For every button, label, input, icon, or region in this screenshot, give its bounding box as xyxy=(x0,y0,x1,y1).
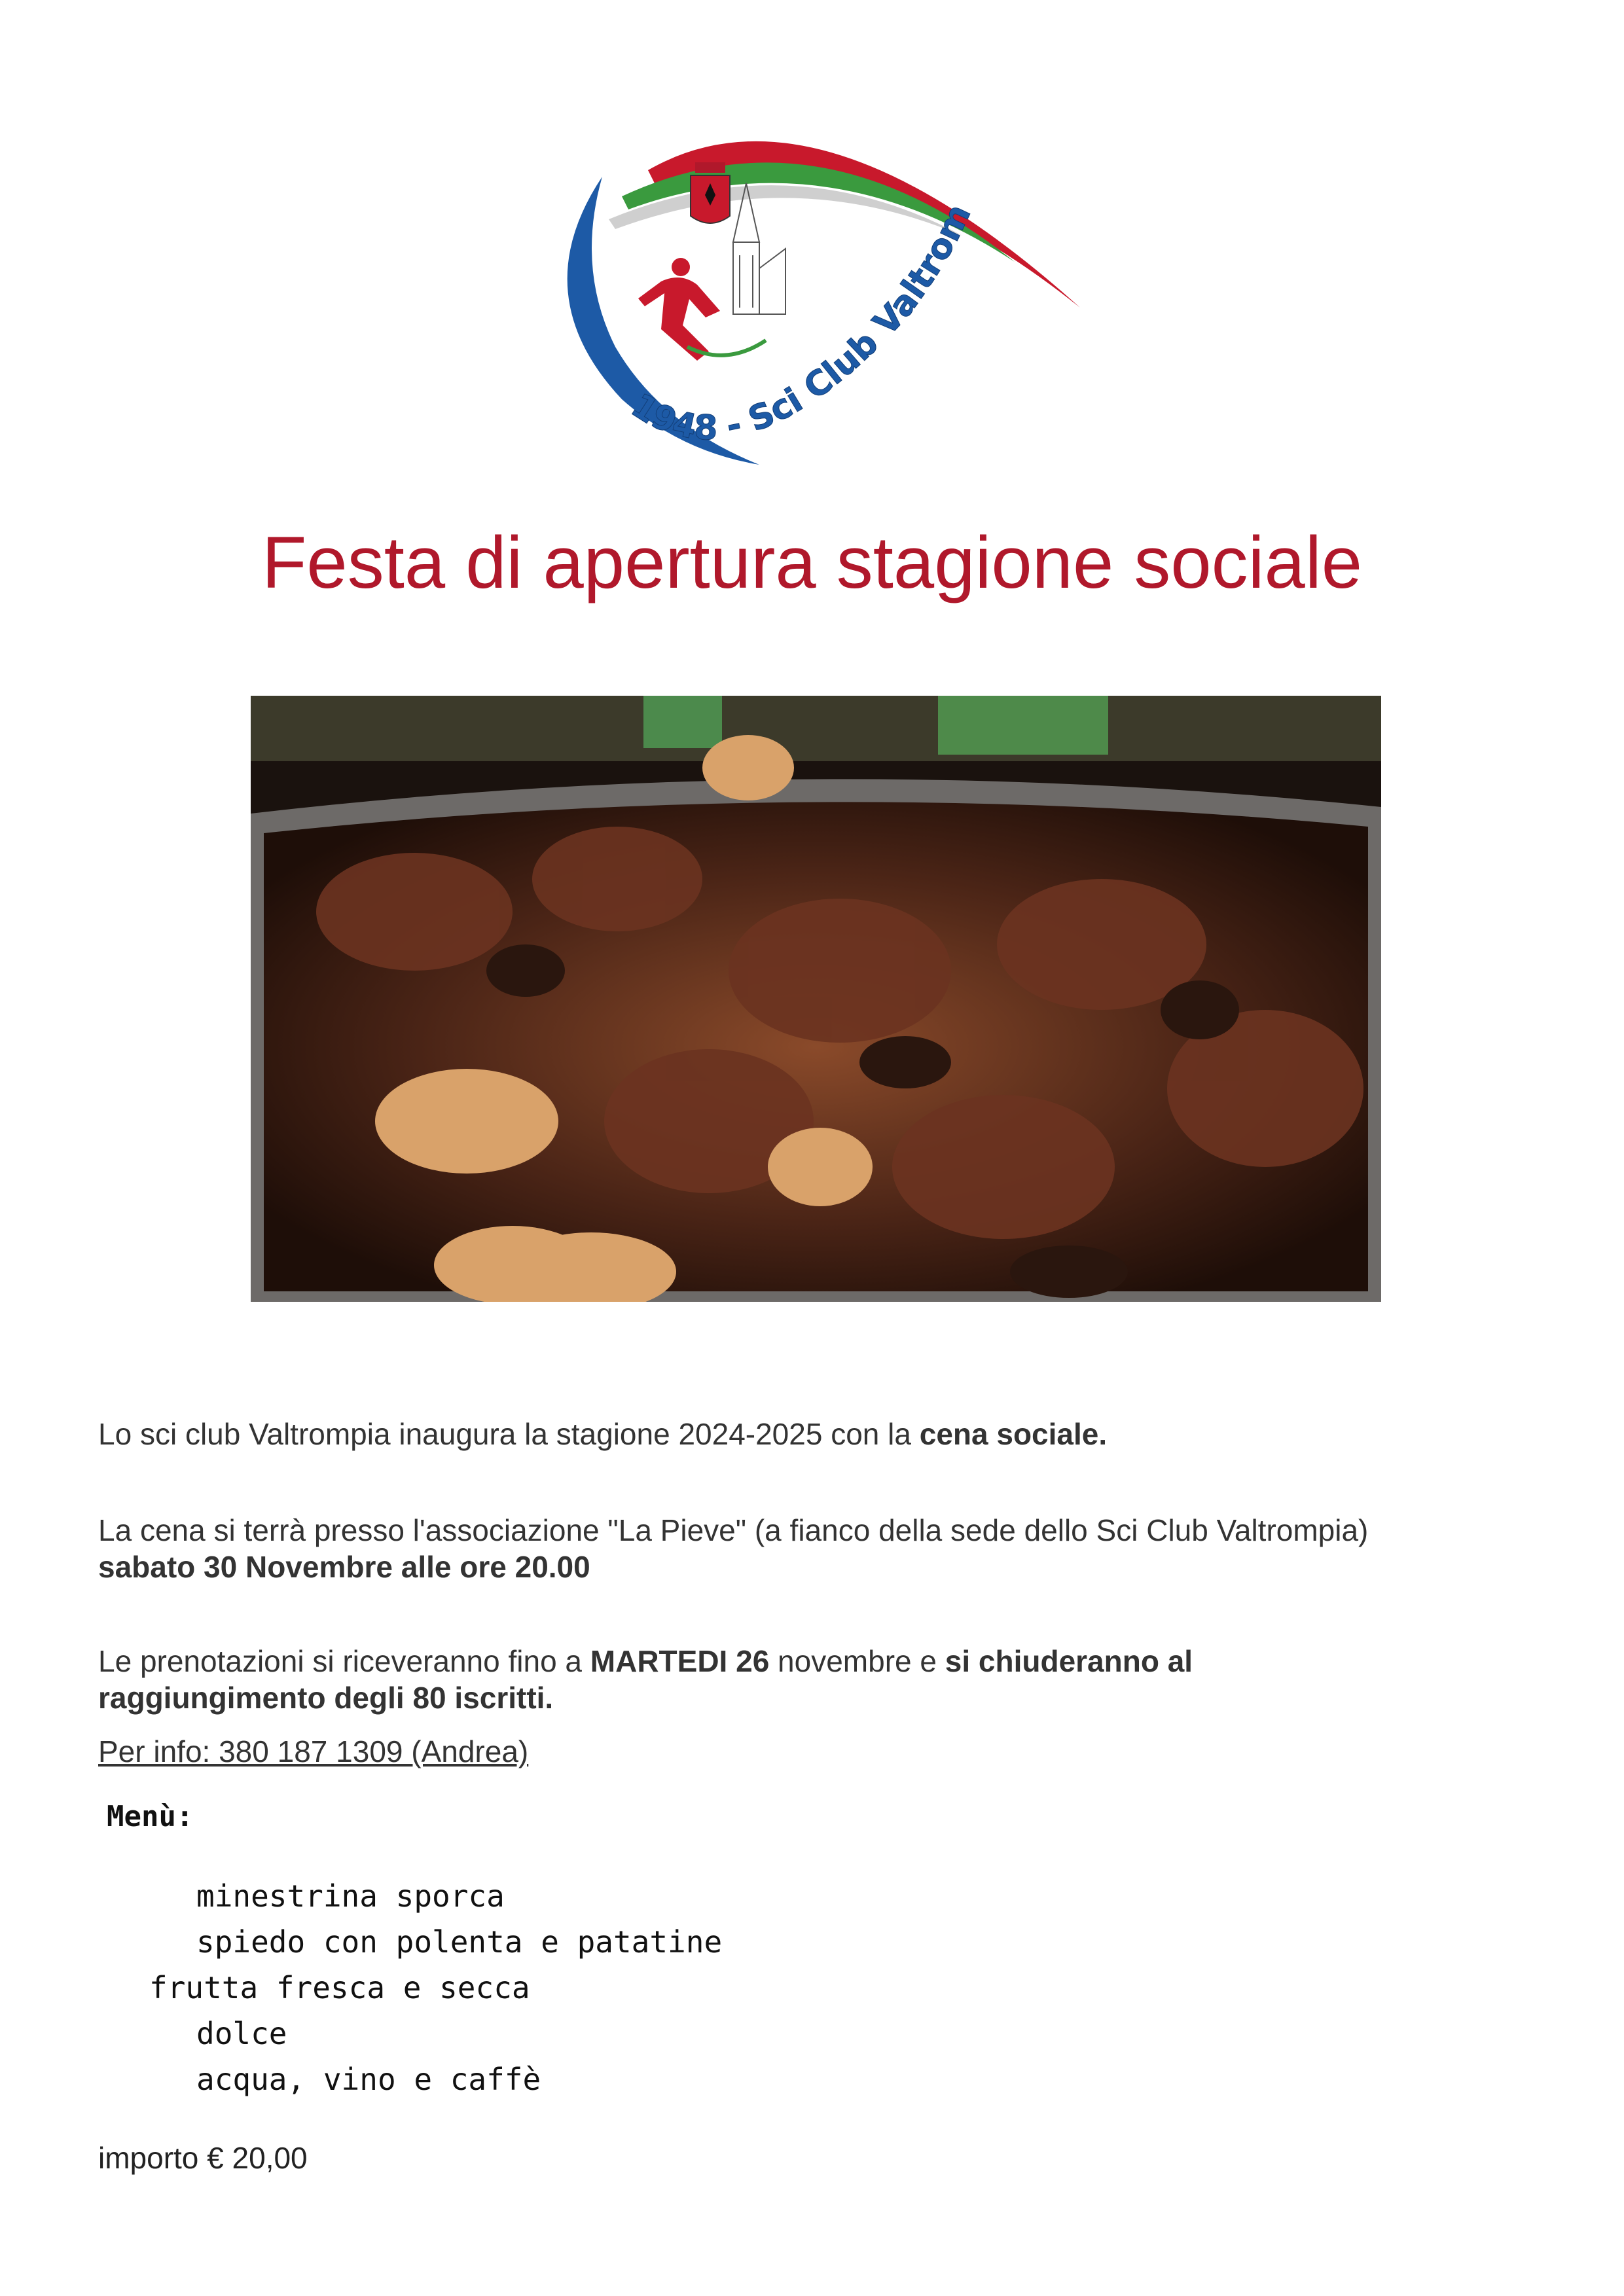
skier-icon xyxy=(638,258,766,361)
venue-date: sabato 30 Novembre alle ore 20.00 xyxy=(98,1550,590,1584)
club-logo-graphic xyxy=(543,98,1093,511)
menu-item: minestrina sporca xyxy=(196,1878,505,1914)
club-logo xyxy=(543,98,1093,511)
menu-item: acqua, vino e caffè xyxy=(196,2062,541,2097)
price: importo € 20,00 xyxy=(98,2141,308,2175)
intro-text: Lo sci club Valtrompia inaugura la stagione 2024-2025 con la xyxy=(98,1417,920,1451)
booking-limit: raggiungimento degli 80 iscritti. xyxy=(98,1681,554,1715)
coat-of-arms-icon xyxy=(691,162,730,223)
menu-item: dolce xyxy=(196,2016,287,2051)
venue-line-1: La cena si terrà presso l'associazione "La Pieve" (a fianco della sede dello Sci Club Valtrompia) xyxy=(98,1513,1369,1547)
intro-paragraph xyxy=(98,1416,1107,1452)
church-tower-icon xyxy=(733,183,785,314)
menu-item: frutta fresca e secca xyxy=(149,1970,530,2005)
booking-text-2: novembre e xyxy=(769,1644,945,1678)
roast-meat-illustration xyxy=(251,696,1381,1302)
page-title: Festa di apertura stagione sociale xyxy=(262,522,1362,603)
roast-meat-photo xyxy=(251,696,1381,1302)
club-name-arc: 1948 - Sci Club Valtrom xyxy=(624,198,979,448)
booking-close: si chiuderanno al xyxy=(945,1644,1193,1678)
menu-title: Menù: xyxy=(107,1800,194,1833)
booking-paragraph xyxy=(98,1643,1193,1679)
booking-deadline: MARTEDI 26 xyxy=(590,1644,770,1678)
booking-text-1: Le prenotazioni si riceveranno fino a xyxy=(98,1644,590,1678)
intro-bold: cena sociale. xyxy=(919,1417,1108,1451)
menu-item: spiedo con polenta e patatine xyxy=(196,1924,723,1960)
info-contact[interactable]: Per info: 380 187 1309 (Andrea) xyxy=(98,1734,529,1768)
